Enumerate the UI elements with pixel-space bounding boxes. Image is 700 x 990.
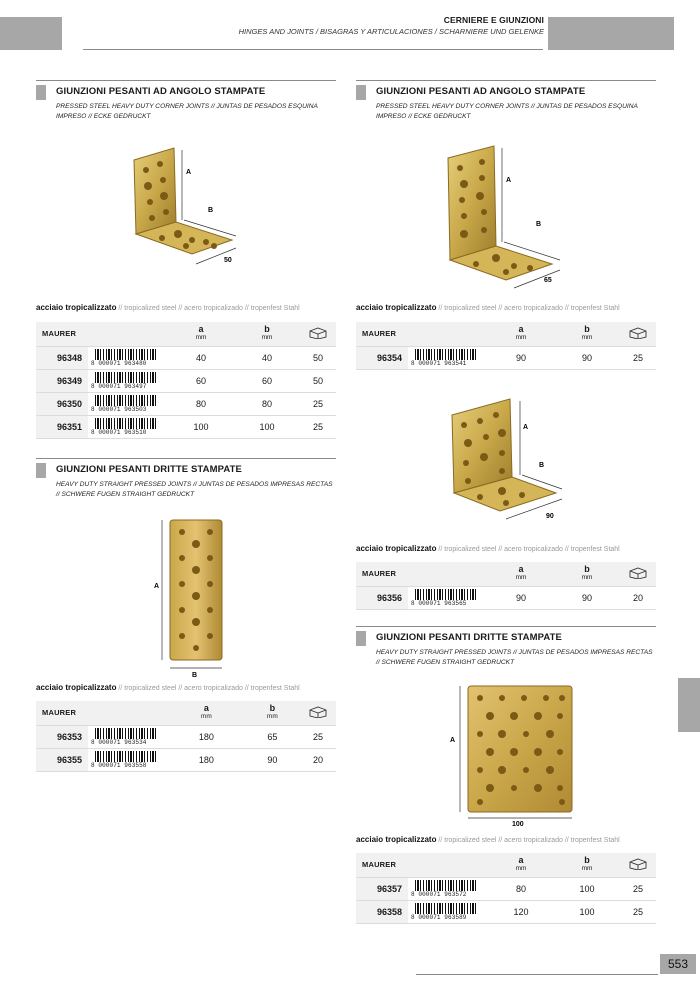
product-table-96357 — [356, 853, 656, 924]
table-header-row — [36, 322, 336, 346]
photo-label-a: A — [450, 737, 456, 744]
ean-number: 8 000071 963541 — [411, 359, 467, 367]
section-corner-joints-left — [36, 80, 336, 120]
dim-b: 100 — [554, 877, 620, 900]
dim-b: 90 — [245, 748, 300, 771]
section-title: GIUNZIONI PESANTI DRITTE STAMPATE — [376, 632, 562, 643]
dim-b: 100 — [234, 415, 300, 438]
dim-a: 60 — [168, 369, 234, 392]
dim-b: 65 — [245, 725, 300, 748]
barcode — [88, 748, 168, 771]
section-subtitle: HEAVY DUTY STRAIGHT PRESSED JOINTS // JUNTAS DE PESADOS IMPRESAS RECTAS // SCHWERE FUGEN STRAIGHT GEDRUCKT — [56, 481, 333, 498]
chapter-side-tab — [678, 678, 700, 732]
photo-label-dimension: 50 — [224, 257, 232, 264]
barcode — [408, 586, 488, 609]
material-line — [356, 303, 620, 312]
product-code: 96348 — [36, 346, 88, 369]
dim-a: 90 — [488, 346, 554, 369]
dim-a: 40 — [168, 346, 234, 369]
table-row — [36, 415, 336, 438]
product-code: 96356 — [356, 586, 408, 609]
brand-header — [356, 562, 488, 586]
photo-label-a: A — [506, 177, 512, 184]
material-name: acciaio tropicalizzato — [36, 303, 117, 312]
section-title: GIUNZIONI PESANTI DRITTE STAMPATE — [56, 464, 242, 475]
barcode — [88, 346, 168, 369]
col-b-header: b mm — [245, 701, 300, 725]
dim-a: 180 — [168, 748, 245, 771]
material-name: acciaio tropicalizzato — [356, 303, 437, 312]
maurer-logo: MAURER — [42, 708, 77, 718]
ean-number: 8 000071 963497 — [91, 382, 147, 390]
barcode — [408, 900, 488, 923]
ean-number: 8 000071 963572 — [411, 890, 467, 898]
brand-header — [356, 853, 488, 877]
section-marker — [356, 85, 366, 100]
table-header-row — [356, 322, 656, 346]
product-photo-corner-96356 — [356, 385, 656, 535]
product-photo-corner-96354 — [356, 130, 656, 295]
section-subtitle: PRESSED STEEL HEAVY DUTY CORNER JOINTS // JUNTAS DE PESADOS ESQUINA IMPRESO // ECKE GEDRUCKT — [376, 103, 638, 120]
product-photo-straight-96357 — [356, 676, 656, 828]
footer-rule — [416, 974, 658, 975]
dim-a: 80 — [488, 877, 554, 900]
product-code: 96349 — [36, 369, 88, 392]
col-a-header: a mm — [488, 853, 554, 877]
dim-a: 180 — [168, 725, 245, 748]
photo-label-a: A — [186, 169, 192, 176]
pack-qty: 50 — [300, 346, 336, 369]
product-code: 96354 — [356, 346, 408, 369]
barcode — [408, 877, 488, 900]
section-corner-joints-right — [356, 80, 656, 120]
table-row — [36, 725, 336, 748]
dim-a: 90 — [488, 586, 554, 609]
table-row — [36, 392, 336, 415]
box-icon — [620, 562, 656, 586]
col-b-header: b mm — [554, 562, 620, 586]
header-rule — [83, 49, 543, 50]
col-a-header: a mm — [488, 562, 554, 586]
box-icon — [300, 322, 336, 346]
product-photo-straight-96353 — [36, 510, 336, 680]
section-rule — [356, 626, 656, 627]
table-row — [36, 748, 336, 771]
dim-b: 60 — [234, 369, 300, 392]
material-translations: // tropicalized steel // acero tropicalizado // tropenfest Stahl — [116, 685, 300, 692]
pack-qty: 25 — [620, 877, 656, 900]
table-row — [356, 586, 656, 609]
ean-number: 8 000071 963480 — [91, 359, 147, 367]
section-marker — [36, 463, 46, 478]
table-header-row — [356, 562, 656, 586]
photo-label-dimension: 90 — [546, 513, 554, 520]
dim-a: 100 — [168, 415, 234, 438]
header-left-block — [0, 17, 62, 50]
header-subtitle: HINGES AND JOINTS / BISAGRAS Y ARTICULACIONES / SCHARNIERE UND GELENKE — [238, 27, 544, 36]
pack-qty: 25 — [300, 415, 336, 438]
section-rule — [36, 458, 336, 459]
material-line — [36, 303, 300, 312]
section-marker — [36, 85, 46, 100]
photo-label-b: B — [536, 221, 542, 228]
product-code: 96355 — [36, 748, 88, 771]
pack-qty: 25 — [620, 346, 656, 369]
header-title: CERNIERE E GIUNZIONI — [443, 15, 544, 25]
product-photo-corner-96348 — [36, 130, 336, 295]
pack-qty: 25 — [620, 900, 656, 923]
pack-qty: 25 — [300, 725, 336, 748]
dim-a: 120 — [488, 900, 554, 923]
brand-header — [36, 322, 168, 346]
col-a-header: a mm — [168, 322, 234, 346]
maurer-logo: MAURER — [362, 329, 397, 339]
table-row — [356, 900, 656, 923]
material-translations: // tropicalized steel // acero tropicalizado // tropenfest Stahl — [436, 305, 620, 312]
col-b-header: b mm — [234, 322, 300, 346]
page-number: 553 — [660, 954, 696, 974]
barcode — [88, 725, 168, 748]
maurer-logo: MAURER — [42, 329, 77, 339]
section-rule — [356, 80, 656, 81]
col-b-header: b mm — [554, 322, 620, 346]
table-header-row — [356, 853, 656, 877]
maurer-logo: MAURER — [362, 860, 397, 870]
ean-number: 8 000071 963565 — [411, 599, 467, 607]
ean-number: 8 000071 963589 — [411, 913, 467, 921]
box-icon — [620, 853, 656, 877]
section-title: GIUNZIONI PESANTI AD ANGOLO STAMPATE — [56, 86, 266, 97]
ean-number: 8 000071 963558 — [91, 761, 147, 769]
table-row — [36, 369, 336, 392]
product-code: 96350 — [36, 392, 88, 415]
brand-header — [356, 322, 488, 346]
table-row — [356, 346, 656, 369]
product-table-96353 — [36, 701, 336, 772]
pack-qty: 50 — [300, 369, 336, 392]
barcode — [88, 415, 168, 438]
product-table-96356 — [356, 562, 656, 610]
material-name: acciaio tropicalizzato — [36, 683, 117, 692]
material-line — [36, 683, 300, 692]
table-row — [356, 877, 656, 900]
material-translations: // tropicalized steel // acero tropicalizado // tropenfest Stahl — [116, 305, 300, 312]
ean-number: 8 000071 963534 — [91, 738, 147, 746]
col-b-header: b mm — [554, 853, 620, 877]
box-icon — [620, 322, 656, 346]
material-name: acciaio tropicalizzato — [356, 544, 437, 553]
box-icon — [300, 701, 336, 725]
section-title: GIUNZIONI PESANTI AD ANGOLO STAMPATE — [376, 86, 586, 97]
product-table-96348 — [36, 322, 336, 439]
product-code: 96357 — [356, 877, 408, 900]
header-right-block — [548, 17, 674, 50]
photo-label-a: A — [154, 583, 160, 590]
col-a-header: a mm — [488, 322, 554, 346]
ean-number: 8 000071 963510 — [91, 428, 147, 436]
section-straight-joints-left — [36, 458, 336, 500]
col-a-header: a mm — [168, 701, 245, 725]
brand-header — [36, 701, 168, 725]
photo-label-b: B — [208, 207, 214, 214]
pack-qty: 20 — [620, 586, 656, 609]
section-marker — [356, 631, 366, 646]
dim-a: 80 — [168, 392, 234, 415]
dim-b: 40 — [234, 346, 300, 369]
photo-label-b: B — [539, 462, 545, 469]
material-line — [356, 835, 620, 844]
section-rule — [36, 80, 336, 81]
product-table-96354 — [356, 322, 656, 370]
dim-b: 90 — [554, 346, 620, 369]
dim-b: 90 — [554, 586, 620, 609]
photo-label-dimension: 65 — [544, 277, 552, 284]
table-row — [36, 346, 336, 369]
material-translations: // tropicalized steel // acero tropicalizado // tropenfest Stahl — [436, 837, 620, 844]
section-subtitle: PRESSED STEEL HEAVY DUTY CORNER JOINTS // JUNTAS DE PESADOS ESQUINA IMPRESO // ECKE GEDRUCKT — [56, 103, 318, 120]
photo-label-a: A — [523, 424, 529, 431]
barcode — [88, 369, 168, 392]
product-code: 96353 — [36, 725, 88, 748]
dim-b: 100 — [554, 900, 620, 923]
section-subtitle: HEAVY DUTY STRAIGHT PRESSED JOINTS // JUNTAS DE PESADOS IMPRESAS RECTAS // SCHWERE FUGEN STRAIGHT GEDRUCKT — [376, 649, 653, 666]
section-straight-joints-right — [356, 626, 656, 668]
photo-label-b: B — [192, 672, 198, 679]
barcode — [408, 346, 488, 369]
table-header-row — [36, 701, 336, 725]
product-code: 96358 — [356, 900, 408, 923]
pack-qty: 25 — [300, 392, 336, 415]
material-translations: // tropicalized steel // acero tropicalizado // tropenfest Stahl — [436, 546, 620, 553]
material-line — [356, 544, 620, 553]
photo-label-dimension: 100 — [512, 821, 524, 828]
material-name: acciaio tropicalizzato — [356, 835, 437, 844]
product-code: 96351 — [36, 415, 88, 438]
pack-qty: 20 — [300, 748, 336, 771]
dim-b: 80 — [234, 392, 300, 415]
maurer-logo: MAURER — [362, 569, 397, 579]
barcode — [88, 392, 168, 415]
ean-number: 8 000071 963503 — [91, 405, 147, 413]
